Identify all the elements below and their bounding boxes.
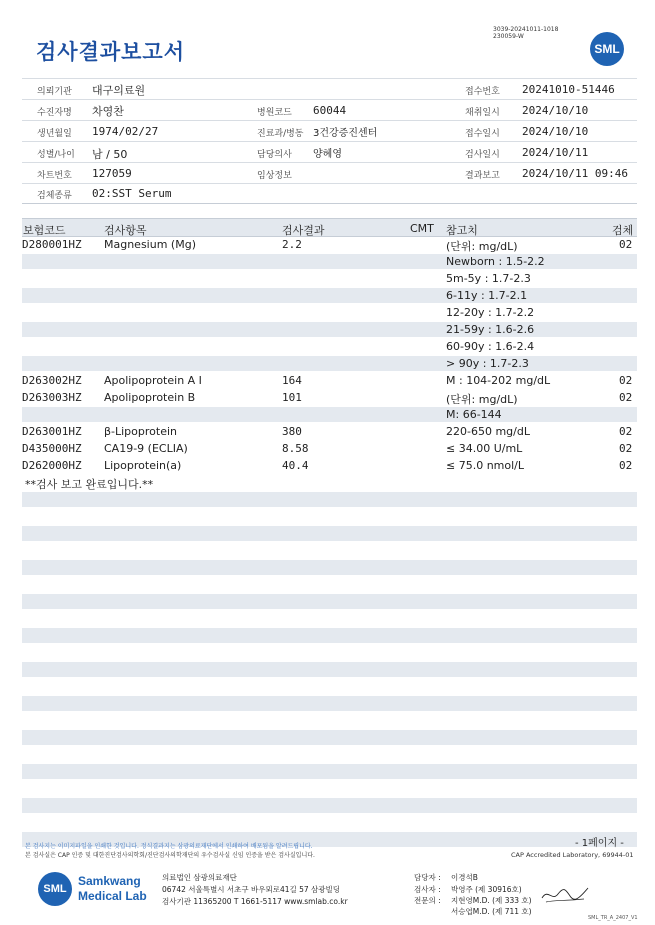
cell-code: D280001HZ (22, 238, 82, 251)
table-stripe (22, 288, 637, 303)
reported-value: 2024/10/11 09:46 (522, 167, 628, 180)
cell-reference: 6-11y : 1.7-2.1 (446, 289, 528, 302)
cell-item: Apolipoprotein B (104, 391, 196, 404)
print-notice: 본 검사지는 이미지파일을 인쇄한 것입니다. 정식결과지는 삼광의료재단에서 인쇄하여 배포됨을 알려드립니다. (25, 843, 313, 850)
sex-age-label: 성별/나이 (37, 150, 75, 160)
staff-value-0: 이경석B (451, 873, 478, 882)
table-stripe (22, 594, 637, 609)
received-label: 접수일시 (465, 129, 500, 139)
staff-value-1: 박영주 (제 30916호) (451, 885, 522, 894)
document-id-line1: 3039-20241011-1018 (493, 26, 559, 33)
cell-reference: (단위: mg/dL) (446, 240, 518, 253)
page-number: - 1페이지 - (575, 838, 624, 849)
cell-reference: 220-650 mg/dL (446, 425, 530, 438)
cell-item: β-Lipoprotein (104, 425, 177, 438)
table-stripe (22, 764, 637, 779)
cell-reference: ≤ 75.0 nmol/L (446, 459, 525, 472)
cell-code: D435000HZ (22, 442, 82, 455)
collected-label: 채취일시 (465, 108, 500, 118)
table-stripe (22, 798, 637, 813)
cell-reference: Newborn : 1.5-2.2 (446, 255, 545, 268)
table-stripe (22, 356, 637, 371)
dob-label: 생년월일 (37, 129, 72, 139)
cell-reference: 5m-5y : 1.7-2.3 (446, 272, 531, 285)
cell-reference: ≤ 34.00 U/mL (446, 442, 523, 455)
cell-reference: 21-59y : 1.6-2.6 (446, 323, 535, 336)
chart-no-label: 차트번호 (37, 171, 72, 181)
cell-specimen: 02 (619, 238, 633, 251)
dob-value: 1974/02/27 (92, 125, 159, 138)
specimen-value: 02:SST Serum (92, 187, 172, 200)
name-label: 수진자명 (37, 108, 72, 118)
cell-result: 40.4 (282, 459, 309, 472)
page-title: 검사결과보고서 (36, 40, 186, 64)
cell-specimen: 02 (619, 374, 633, 387)
cell-result: 2.2 (282, 238, 302, 251)
received-value: 2024/10/10 (522, 125, 589, 138)
completion-note: **검사 보고 완료입니다.** (25, 478, 154, 491)
receipt-no-label: 접수번호 (465, 87, 500, 97)
staff-label-2: 전문의 : (414, 896, 441, 905)
accreditation-notice: 본 검사실은 CAP 인증 및 대한진단검사의학회/진단검사의학재단의 우수검사실 신임 인증을 받은 검사실입니다. (25, 852, 315, 859)
cell-code: D263003HZ (22, 391, 82, 404)
dept-label: 진료과/병동 (257, 129, 304, 139)
cell-result: 8.58 (282, 442, 309, 455)
dept-value: 3건강증진센터 (313, 128, 378, 139)
table-stripe (22, 662, 637, 677)
table-stripe (22, 730, 637, 745)
samkwang-logo: SML (38, 872, 72, 906)
receipt-no-value: 20241010-51446 (522, 83, 615, 96)
cell-specimen: 02 (619, 425, 633, 438)
cell-item: Lipoprotein(a) (104, 459, 182, 472)
table-stripe (22, 560, 637, 575)
cell-reference: 12-20y : 1.7-2.2 (446, 306, 535, 319)
org-name: 의료법인 삼광의료재단 (162, 873, 237, 882)
cell-item: Apolipoprotein A I (104, 374, 202, 387)
cell-specimen: 02 (619, 459, 633, 472)
table-stripe (22, 407, 637, 422)
cell-item: Magnesium (Mg) (104, 238, 196, 251)
cell-code: D262000HZ (22, 459, 82, 472)
staff-label-0: 담당자 : (414, 873, 441, 882)
logo-name-line1: Samkwang (78, 874, 141, 888)
logo-name-line2: Medical Lab (78, 889, 147, 903)
cell-reference: 60-90y : 1.6-2.4 (446, 340, 535, 353)
staff-label-1: 검사자 : (414, 885, 441, 894)
staff-value-3: 서승엽M.D. (제 711 호) (451, 907, 532, 916)
table-stripe (22, 322, 637, 337)
document-id (493, 26, 558, 40)
signature (540, 884, 590, 906)
cell-code: D263001HZ (22, 425, 82, 438)
hospital-code-label: 병원코드 (257, 108, 292, 118)
cap-accreditation: CAP Accredited Laboratory, 69944-01 (511, 851, 634, 859)
name-value: 차영찬 (92, 105, 124, 118)
cell-reference: (단위: mg/dL) (446, 393, 518, 406)
col-result-header: 검사결과 (282, 224, 325, 237)
collected-value: 2024/10/10 (522, 104, 589, 117)
cell-reference: > 90y : 1.7-2.3 (446, 357, 529, 370)
col-code-header: 보험코드 (23, 224, 66, 237)
table-stripe (22, 254, 637, 269)
specimen-label: 검체종류 (37, 191, 72, 201)
document-id-line2: 230059-W (493, 33, 524, 40)
sml-logo: SML (590, 32, 624, 66)
tested-label: 검사일시 (465, 150, 500, 160)
doctor-label: 담당의사 (257, 150, 292, 160)
sex-age-value: 남 / 50 (92, 148, 128, 161)
hospital-code-value: 60044 (313, 104, 347, 117)
doctor-value: 양혜영 (313, 149, 342, 160)
tested-value: 2024/10/11 (522, 146, 589, 159)
form-code: SML_TR_A_2407_V1 (588, 915, 638, 921)
cell-item: CA19-9 (ECLIA) (104, 442, 188, 455)
table-stripe (22, 492, 637, 507)
clinical-label: 임상정보 (257, 171, 292, 181)
table-stripe (22, 628, 637, 643)
staff-value-2: 지현영M.D. (제 333 호) (451, 896, 532, 905)
institution-value: 대구의료원 (92, 84, 146, 97)
reported-label: 결과보고 (465, 171, 500, 181)
results-table-header (22, 218, 637, 237)
cell-specimen: 02 (619, 442, 633, 455)
cell-reference: M : 104-202 mg/dL (446, 374, 551, 387)
cell-result: 101 (282, 391, 302, 404)
org-contact: 검사기관 11365200 T 1661-5117 www.smlab.co.kr (162, 897, 348, 906)
col-reference-header: 참고치 (446, 224, 478, 237)
table-stripe (22, 526, 637, 541)
cell-result: 164 (282, 374, 302, 387)
cell-result: 380 (282, 425, 302, 438)
institution-label: 의뢰기관 (37, 87, 72, 97)
table-stripe (22, 696, 637, 711)
col-cmt-header: CMT (410, 222, 434, 235)
chart-no-value: 127059 (92, 167, 132, 180)
org-address: 06742 서울특별시 서초구 바우뫼로41길 57 삼광빌딩 (162, 885, 341, 894)
cell-code: D263002HZ (22, 374, 82, 387)
cell-reference: M: 66-144 (446, 408, 502, 421)
col-specimen-header: 검체 (612, 224, 634, 237)
cell-specimen: 02 (619, 391, 633, 404)
col-item-header: 검사항목 (104, 224, 147, 237)
